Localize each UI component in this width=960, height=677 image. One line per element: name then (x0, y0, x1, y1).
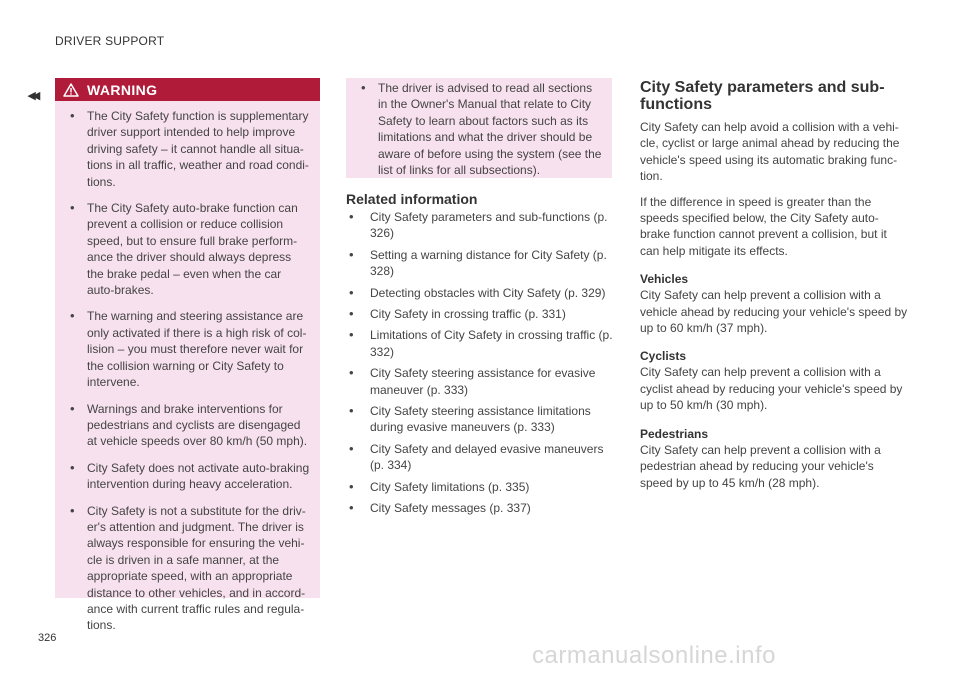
warning-item-text: The warning and steering assistance are only activated if there is a high risk of col-lision – you must therefore never wait for the collision warning or City Safety to intervene. (87, 309, 307, 390)
bullet-icon: • (361, 80, 366, 95)
warning-box (55, 78, 320, 633)
vehicles-text: City Safety can help prevent a collision with a vehicle ahead by reducing your vehicle's speed by up to 60 km/h (37 mph). (640, 288, 908, 336)
bullet-icon: • (70, 502, 75, 518)
bullet-icon: • (70, 400, 75, 416)
warning-title: WARNING (87, 81, 158, 98)
warning-item (65, 401, 310, 450)
warning-item (65, 308, 310, 390)
warning-item-text: Warnings and brake interventions for pedestrians and cyclists are disengaged at vehicle speeds over 80 km/h (50 mph). (87, 401, 308, 449)
parameters-section (640, 79, 908, 500)
warning-item-text: The driver is advised to read all sections in the Owner's Manual that relate to City Safety to learn about factors such as its limitations and what the driver should be aware of before using the system (see the list of links for all subsections). (378, 81, 602, 178)
related-link[interactable] (346, 285, 616, 301)
related-link-text[interactable]: City Safety messages (p. 337) (370, 501, 531, 516)
warning-item-text: The City Safety auto-brake function can prevent a collision or reduce collision speed, but to ensure full brake perform-ance the driver should always depress the brake pedal – even when the car auto-brakes. (87, 201, 298, 298)
related-information-title: Related information (346, 191, 478, 207)
related-link-text[interactable]: Setting a warning distance for City Safety (p. 328) (370, 247, 607, 279)
related-link[interactable] (346, 327, 616, 360)
intro-paragraph: City Safety can help avoid a collision with a vehi-cle, cyclist or large animal ahead by reducing the vehicle's speed using its automatic braking func-tion. (640, 120, 900, 184)
related-link-text[interactable]: City Safety in crossing traffic (p. 331) (370, 307, 566, 322)
watermark: carmanualsonline.info (532, 642, 776, 669)
bullet-icon: • (70, 459, 75, 475)
bullet-icon: • (349, 440, 354, 456)
cyclists-text: City Safety can help prevent a collision with a cyclist ahead by reducing your vehicle's speed by up to 50 km/h (30 mph). (640, 365, 903, 413)
warning-item (65, 200, 310, 298)
related-link[interactable] (346, 365, 616, 398)
section-title: City Safety parameters and sub-functions (640, 79, 885, 113)
bullet-icon: • (70, 200, 75, 216)
bullet-icon: • (349, 478, 354, 494)
bullet-icon: • (70, 308, 75, 324)
back-marker-icon: ◂◂ (28, 87, 38, 104)
related-link-text[interactable]: Detecting obstacles with City Safety (p. 329) (370, 285, 606, 300)
warning-item-text: City Safety is not a substitute for the driv-er's attention and judgment. The driver is always responsible for ensuring the vehi-cle is driven in a safe manner, at the appropriate speed, with an appropriate distance to other vehicles, and in accord-ance with current traffic rules and regula-tions. (87, 503, 306, 633)
related-link-text[interactable]: City Safety steering assistance limitations during evasive maneuvers (p. 333) (370, 404, 591, 435)
bullet-icon: • (349, 209, 354, 224)
bullet-icon: • (349, 246, 354, 262)
warning-list (55, 101, 320, 634)
bullet-icon: • (349, 365, 354, 381)
warning-item (65, 503, 310, 634)
section-header: DRIVER SUPPORT (55, 34, 165, 48)
bullet-icon: • (349, 327, 354, 343)
warning-item-text: City Safety does not activate auto-braking intervention during heavy acceleration. (87, 460, 310, 492)
warning-triangle-icon (63, 83, 79, 97)
related-link-text[interactable]: City Safety and delayed evasive maneuvers (p. 334) (370, 441, 604, 473)
cyclists-heading: Cyclists (640, 349, 687, 364)
bullet-icon: • (70, 108, 75, 123)
warning-continued-list (346, 78, 612, 178)
warning-item (356, 80, 604, 178)
related-link[interactable] (346, 403, 616, 436)
pedestrians-text: City Safety can help prevent a collision with a pedestrian ahead by reducing your vehicle's speed by up to 45 km/h (28 mph). (640, 442, 881, 490)
related-link[interactable] (346, 306, 616, 322)
warning-item-text: The City Safety function is supplementary driver support intended to help improve driving safety – it cannot handle all situa-tions in all traffic, weather and road condi-tions. (87, 109, 309, 189)
pedestrians-heading: Pedestrians (640, 426, 709, 441)
bullet-icon: • (349, 306, 354, 322)
bullet-icon: • (349, 403, 354, 419)
related-link[interactable] (346, 479, 616, 495)
related-link[interactable] (346, 209, 616, 242)
warning-continued-box (346, 78, 612, 178)
related-link-text[interactable]: City Safety limitations (p. 335) (370, 479, 530, 494)
related-link-text[interactable]: City Safety parameters and sub-functions (p. 326) (370, 210, 608, 241)
page-number: 326 (38, 632, 57, 644)
warning-header (55, 78, 320, 101)
related-link-text[interactable]: Limitations of City Safety in crossing traffic (p. 332) (370, 328, 613, 359)
vehicles-heading: Vehicles (640, 272, 689, 287)
related-link[interactable] (346, 441, 616, 474)
speed-paragraph: If the difference in speed is greater than the speeds specified below, the City Safety auto-brake function cannot prevent a collision, but it can help mitigate its effects. (640, 194, 887, 258)
related-link[interactable] (346, 500, 616, 516)
bullet-icon: • (349, 500, 354, 516)
related-link-text[interactable]: City Safety steering assistance for evasive maneuver (p. 333) (370, 366, 596, 397)
related-information-list (346, 209, 616, 522)
bullet-icon: • (349, 284, 354, 300)
warning-item (65, 460, 310, 493)
related-link[interactable] (346, 247, 616, 280)
warning-item (65, 108, 310, 190)
